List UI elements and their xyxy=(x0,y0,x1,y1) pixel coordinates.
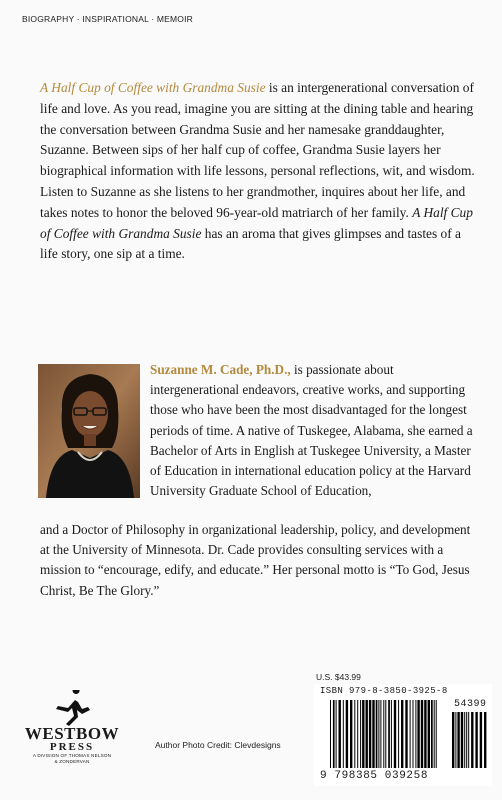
category-line: BIOGRAPHY · INSPIRATIONAL · MEMOIR xyxy=(22,14,193,24)
author-bio-text-1: is passionate about intergenerational endeavors, creative works, and supporting those who have been the most disadvantaged for the longest periods of time. A native of Tuskegee, Alabama, she earned a Bachelor of Arts in English at Tuskegee University, a Master of Education in international education policy at the Harvard University Graduate School of Education, xyxy=(150,362,473,499)
barcode-bar xyxy=(372,700,374,768)
barcode-bar xyxy=(431,700,433,768)
barcode-bar xyxy=(484,712,486,768)
barcode-bar xyxy=(466,712,467,768)
publisher-logo xyxy=(22,690,122,780)
barcode-bar xyxy=(346,700,348,768)
barcode-bar xyxy=(415,700,416,768)
barcode-bar xyxy=(464,712,465,768)
isbn-text: ISBN 979-8-3850-3925-8 xyxy=(320,686,448,696)
ean-number: 9 798385 039258 xyxy=(320,770,429,782)
price-label: U.S. $43.99 xyxy=(316,672,361,682)
barcode-bar xyxy=(410,700,411,768)
barcode-bar xyxy=(391,700,392,768)
author-bio-wrap xyxy=(150,360,482,501)
barcode-bar xyxy=(452,712,454,768)
barcode-bar xyxy=(471,712,473,768)
barcode-bar xyxy=(366,700,368,768)
book-title: A Half Cup of Coffee with Grandma Susie xyxy=(40,80,266,95)
barcode-bar xyxy=(369,700,371,768)
barcode-bar xyxy=(333,700,335,768)
publisher-press: PRESS xyxy=(49,741,95,753)
barcode-bar xyxy=(461,712,463,768)
barcode-bar xyxy=(336,700,337,768)
barcode-bar xyxy=(475,712,477,768)
barcode-bar xyxy=(385,700,386,768)
barcode-bar xyxy=(354,700,355,768)
barcode-bar xyxy=(380,700,381,768)
barcode-bar xyxy=(424,700,426,768)
publisher-division-2: & ZONDERVAN xyxy=(54,759,90,764)
author-bio-full: and a Doctor of Philosophy in organizational leadership, policy, and development at the University of Minnesota. Dr. Cade provides consulting services with a mission to “encourage, edify, and educate.” Her personal motto is “To God, Jesus Christ, Be The Glory.” xyxy=(40,522,471,598)
publisher-division: A DIVISION OF THOMAS NELSON xyxy=(32,753,112,758)
barcode-bar xyxy=(401,700,403,768)
barcode-bar xyxy=(428,700,430,768)
barcode-bar xyxy=(357,700,358,768)
barcode-bar xyxy=(421,700,423,768)
barcode-bar xyxy=(398,700,399,768)
barcode-bar xyxy=(383,700,384,768)
barcode-bar xyxy=(436,700,437,768)
photo-credit: Author Photo Credit: Clevdesigns xyxy=(155,740,281,750)
barcode-bar xyxy=(405,700,407,768)
barcode-bar xyxy=(417,700,419,768)
barcode-bar xyxy=(413,700,414,768)
barcode-bar xyxy=(480,712,482,768)
barcode-bar xyxy=(378,700,379,768)
barcode-bar xyxy=(350,700,352,768)
barcode-bar xyxy=(434,700,435,768)
barcode-bar xyxy=(330,700,331,768)
barcode-bar xyxy=(360,700,361,768)
barcode-bar xyxy=(376,700,378,768)
runner-icon xyxy=(46,690,96,728)
barcode-bar xyxy=(394,700,396,768)
barcode-bar xyxy=(457,712,459,768)
barcode-bar xyxy=(455,712,456,768)
description-text-2: has an aroma that gives glimpses and tastes of a life story, one sip at a time. xyxy=(40,225,461,262)
addon-number: 54399 xyxy=(454,699,487,710)
author-name: Suzanne M. Cade, Ph.D., xyxy=(150,362,291,377)
publisher-name: WESTBOW xyxy=(24,724,120,743)
book-title-repeat: A Half Cup of Coffee with Grandma Susie xyxy=(40,204,473,241)
description-text-1: is an intergenerational conversation of life and love. As you read, imagine you are sitting at the dining table and hearing the conversation between Grandma Susie and her namesake granddaughter, Suzanne. Between sips of her half cup of coffee, Grandma Susie layers her biographical information with life lessons, personal reflections, wit, and wisdom. Listen to Suzanne as she listens to her grandmother, inquires about her life, and takes notes to honor the beloved 96-year-old matriarch of her family. xyxy=(40,80,475,220)
book-description xyxy=(40,78,480,265)
barcode xyxy=(314,684,492,786)
barcode-bar xyxy=(468,712,469,768)
barcode-bar xyxy=(339,700,341,768)
barcode-bar xyxy=(343,700,344,768)
barcode-bar xyxy=(388,700,390,768)
author-photo xyxy=(38,364,140,498)
barcode-bar xyxy=(362,700,364,768)
